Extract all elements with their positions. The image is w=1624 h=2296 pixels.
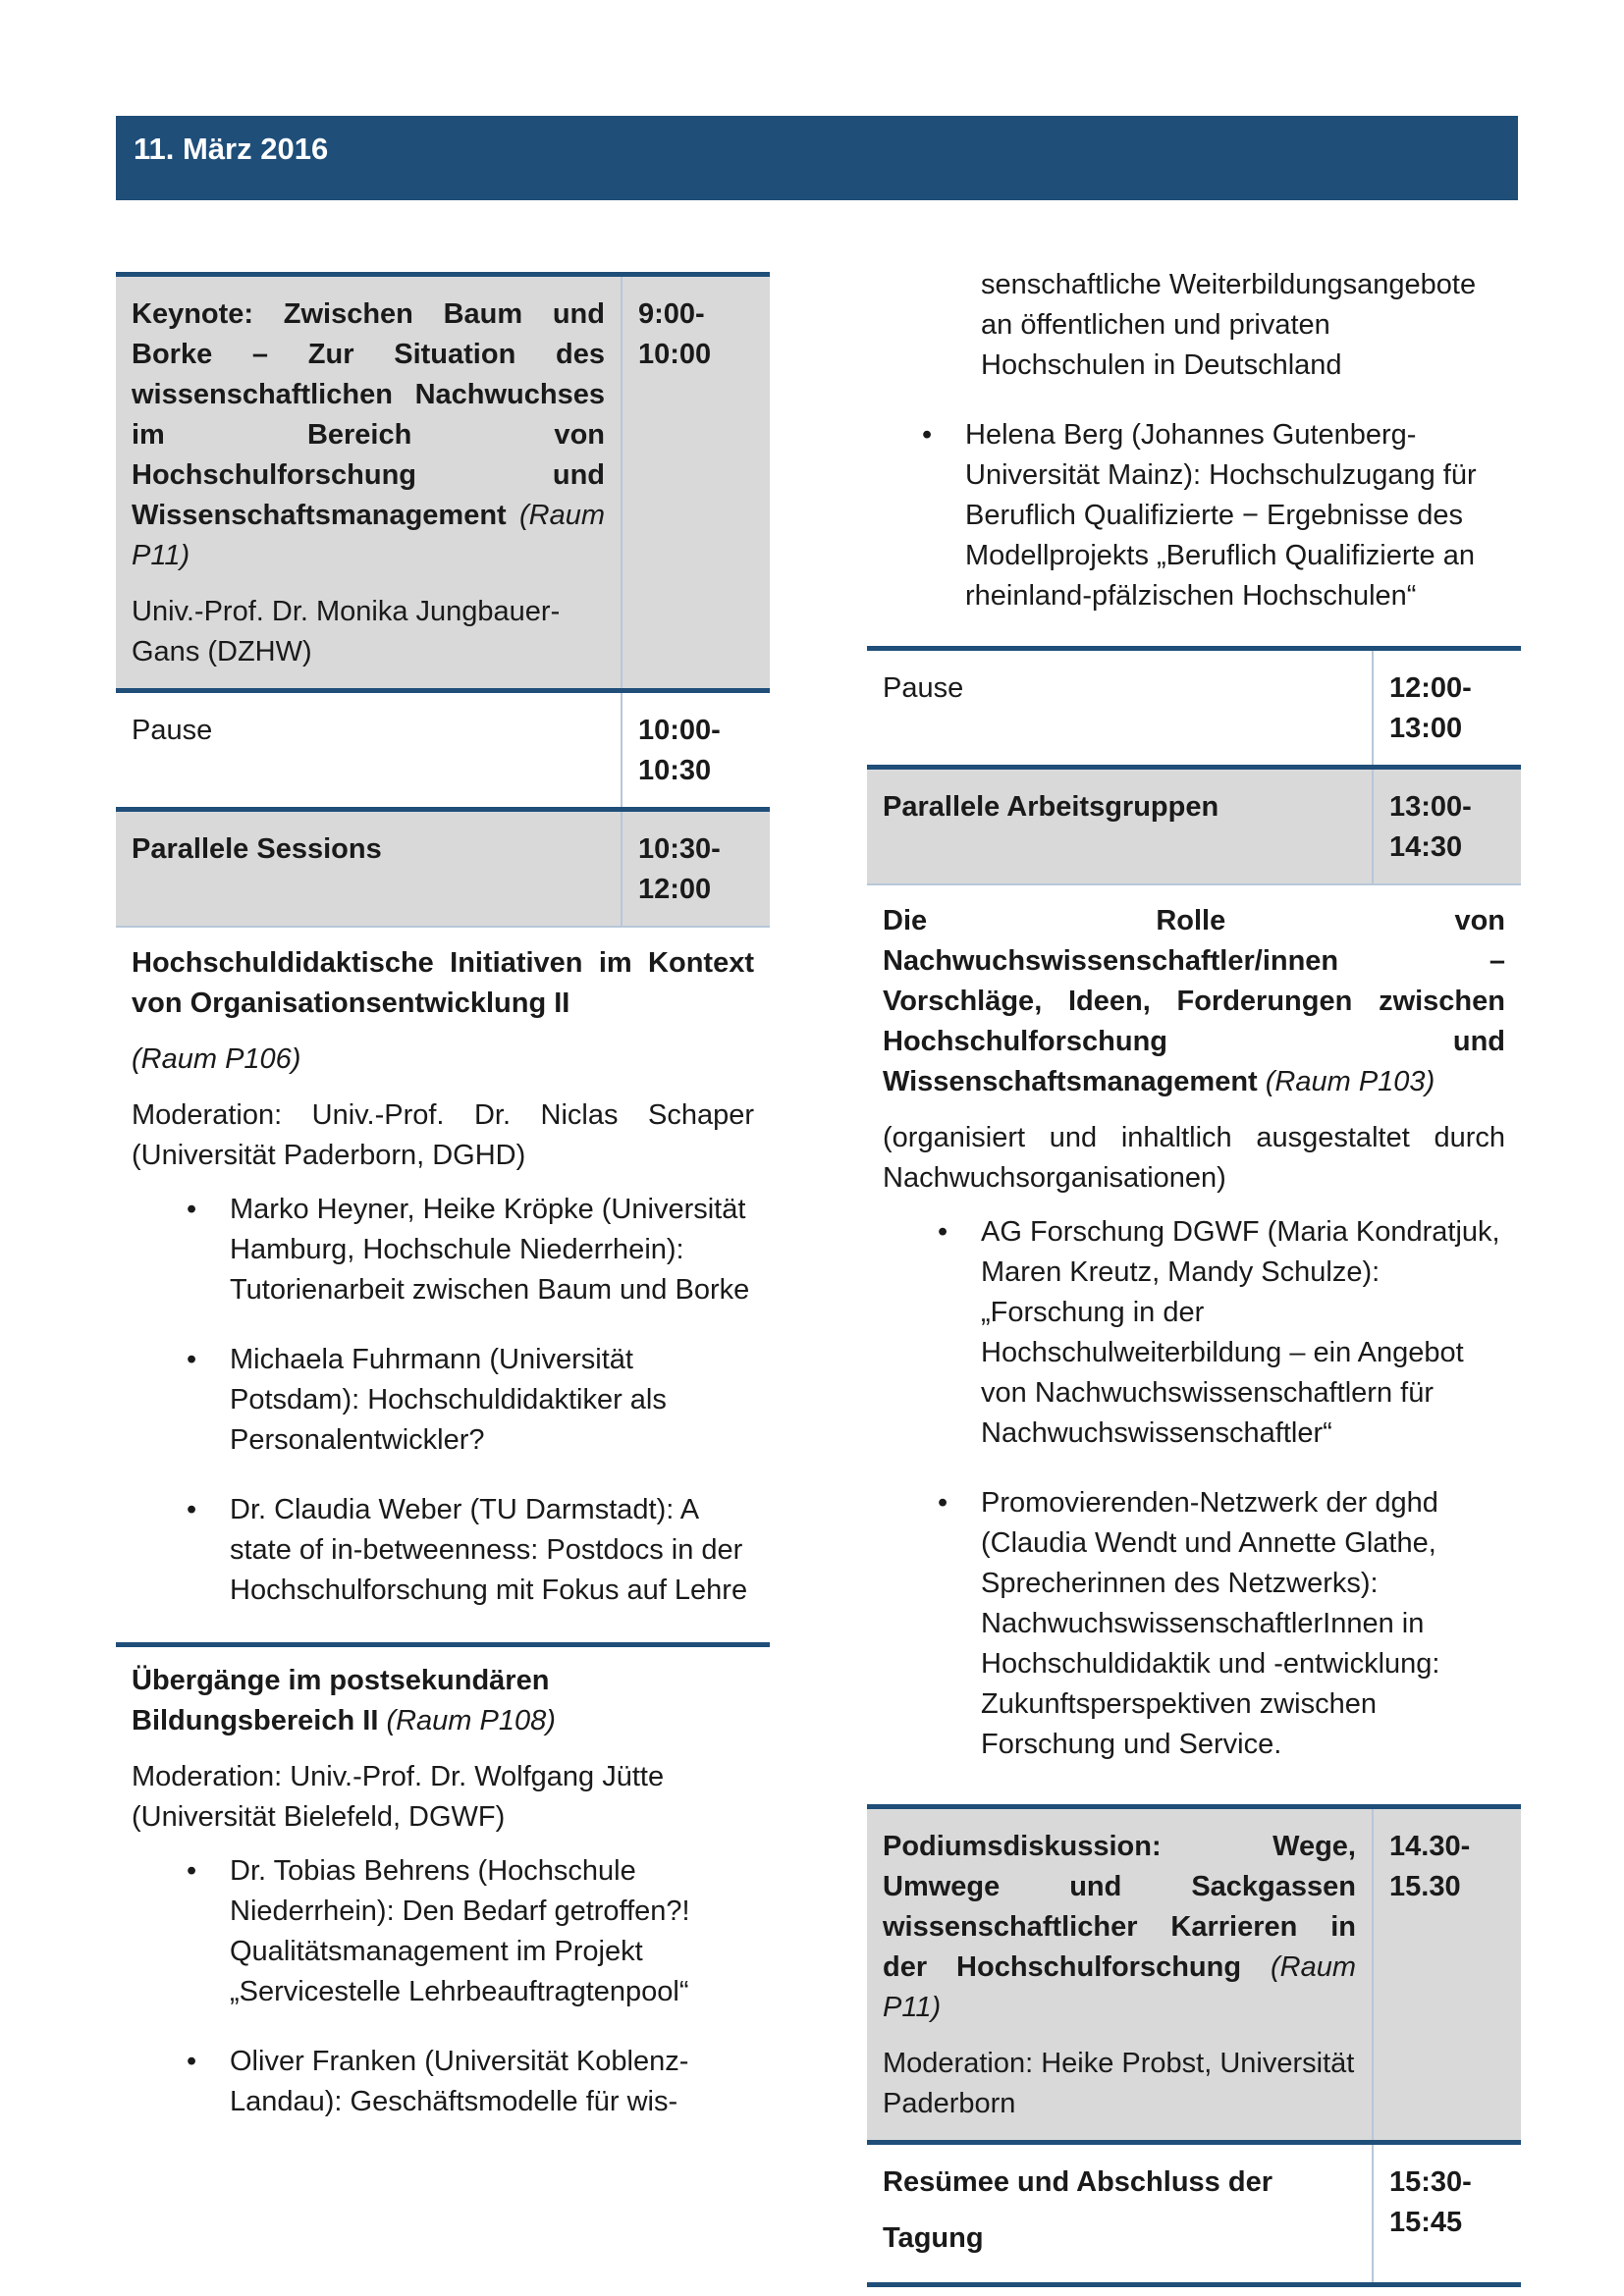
closing-row [867,2145,1521,2287]
time-end: 13:00 [1389,713,1463,744]
list-item [132,1851,754,2012]
parallel-sessions-row [116,812,770,928]
session-title: Die Rolle von Nachwuchswissenschaftler/innen – Vorschläge, Ideen, Forderungen zwischen Hochschulforschung und Wissenschaftsmanagement [883,905,1505,1097]
parallel-sessions-time [621,812,770,926]
session-note: (organisiert und inhaltlich ausgestaltet durch Nachwuchsorganisationen) [883,1122,1505,1194]
time-start: 12:00- [1389,672,1472,704]
time-start: 13:00- [1389,791,1472,823]
time-end: 10:30 [638,755,712,786]
list-item [883,1212,1505,1454]
pause-label: Pause [132,715,213,746]
time-end: 14:30 [1389,831,1463,863]
session-title: Hochschuldidaktische Initiativen im Kontext von Organisationsentwicklung II [132,947,754,1019]
talk-text: Marko Heyner, Heike Kröpke (Universität Hamburg, Hochschule Niederrhein): Tutorienarbeit zwischen Baum und Borke [230,1194,750,1306]
bullet-icon: • [187,1344,197,1375]
pause-label: Pause [883,672,964,704]
podium-row [867,1804,1521,2145]
keynote-room: (Raum P11) [132,500,605,571]
list-item [132,1490,754,1611]
talk-text: Michaela Fuhrmann (Universität Potsdam): Hochschuldidaktiker als Personalentwickler? [230,1344,667,1456]
list-item [883,1483,1505,1765]
bullet-icon: • [187,1494,197,1525]
list-item [867,415,1521,616]
talk-text: Promovierenden-Netzwerk der dghd (Claudia Wendt und Annette Glathe, Sprecherinnen des Netzwerks): NachwuchswissenschaftlerInnen in Hochschuldidaktik und -entwicklung: Zukunftsperspektiven zwischen Forschung und Service. [981,1487,1440,1760]
parallel-workgroups-time [1372,770,1521,883]
time-start: 10:00- [638,715,721,746]
time-start: 9:00- [638,298,705,330]
time-end: 15:45 [1389,2207,1463,2238]
talk-text: Helena Berg (Johannes Gutenberg-Universität Mainz): Hochschulzugang für Beruflich Qualifizierte − Ergebnisse des Modellprojekts „Beruflich Qualifizierte an rheinland-pfälzischen Hochschulen“ [965,419,1477,612]
bullet-icon: • [187,1855,197,1887]
session-title: Übergänge im postsekundären Bildungsbereich II [132,1665,550,1736]
talk-text: AG Forschung DGWF (Maria Kondratjuk, Maren Kreutz, Mandy Schulze): „Forschung in der Hochschulweiterbildung – ein Angebot von Nachwuchswissenschaftlern für Nachwuchswissenschaftler“ [981,1216,1500,1449]
time-end: 12:00 [638,874,712,905]
talk-text: Dr. Claudia Weber (TU Darmstadt): A state of in-betweenness: Postdocs in der Hochschulforschung mit Fokus auf Lehre [230,1494,748,1606]
talk-text: Dr. Tobias Behrens (Hochschule Niederrhein): Den Bedarf getroffen?! Qualitätsmanagement im Projekt „Servicestelle Lehrbeauftragtenpool“ [230,1855,690,2007]
time-end: 15.30 [1389,1871,1461,1902]
bullet-icon: • [187,1194,197,1225]
session-nachwuchs [867,885,1521,1804]
closing-time [1372,2145,1521,2282]
session-moderation: Moderation: Univ.-Prof. Dr. Wolfgang Jütte (Universität Bielefeld, DGWF) [132,1761,665,1833]
time-start: 15:30- [1389,2166,1472,2198]
session-uebergaenge [116,1647,770,2162]
keynote-speaker: Univ.-Prof. Dr. Monika Jungbauer-Gans (DZHW) [132,596,561,667]
podium-time [1372,1809,1521,2140]
bullet-icon: • [922,419,933,451]
parallel-sessions-label: Parallele Sessions [132,833,382,865]
pause-time [621,693,770,807]
podium-cell [867,1809,1372,2140]
parallel-workgroups-row [867,770,1521,885]
podium-moderation: Moderation: Heike Probst, Universität Paderborn [883,2048,1355,2119]
list-item [132,1340,754,1461]
keynote-row [116,272,770,693]
bullet-icon: • [938,1487,948,1519]
bullet-icon: • [938,1216,948,1248]
time-start: 14.30- [1389,1831,1471,1862]
closing-label: Resümee und Abschluss der Tagung [883,2166,1272,2254]
podium-title: Podiumsdiskussion: Wege, Umwege und Sackgassen wissenschaftlicher Karrieren in der Hochschulforschung [883,1831,1356,1983]
right-column [867,265,1521,2287]
list-item [132,2042,754,2122]
session-moderation: Moderation: Univ.-Prof. Dr. Niclas Schaper (Universität Paderborn, DGHD) [132,1099,754,1171]
date-title: 11. März 2016 [134,132,329,166]
time-start: 10:30- [638,833,721,865]
bullet-icon: • [187,2046,197,2077]
session-talk-list [883,1212,1505,1765]
pause-row [116,693,770,812]
date-header [116,116,1518,200]
session-room: (Raum P106) [132,1043,301,1075]
session-hochschuldidaktik [116,928,770,1647]
session-talk-list [132,1190,754,1611]
pause-row [867,646,1521,770]
time-end: 10:00 [638,339,712,370]
session-talk-list [132,1851,754,2122]
talk-text: Oliver Franken (Universität Koblenz-Landau): Geschäftsmodelle für wis- [230,2046,689,2117]
parallel-workgroups-label: Parallele Arbeitsgruppen [883,791,1219,823]
continued-talk-text: senschaftliche Weiterbildungsangebote an öffentlichen und privaten Hochschulen in Deutschland [981,269,1477,381]
session-room: (Raum P103) [1265,1066,1435,1097]
pause-time [1372,651,1521,765]
session-room: (Raum P108) [386,1705,556,1736]
list-item [132,1190,754,1310]
keynote-title: Keynote: Zwischen Baum und Borke – Zur Situation des wissenschaftlichen Nachwuchses im Bereich von Hochschulforschung und Wissenschaftsmanagement [132,298,605,531]
continued-talk-list [867,415,1521,616]
podium-room: (Raum P11) [883,1951,1356,2023]
keynote-cell [116,277,621,688]
left-column [116,272,770,2162]
keynote-time [621,277,770,688]
